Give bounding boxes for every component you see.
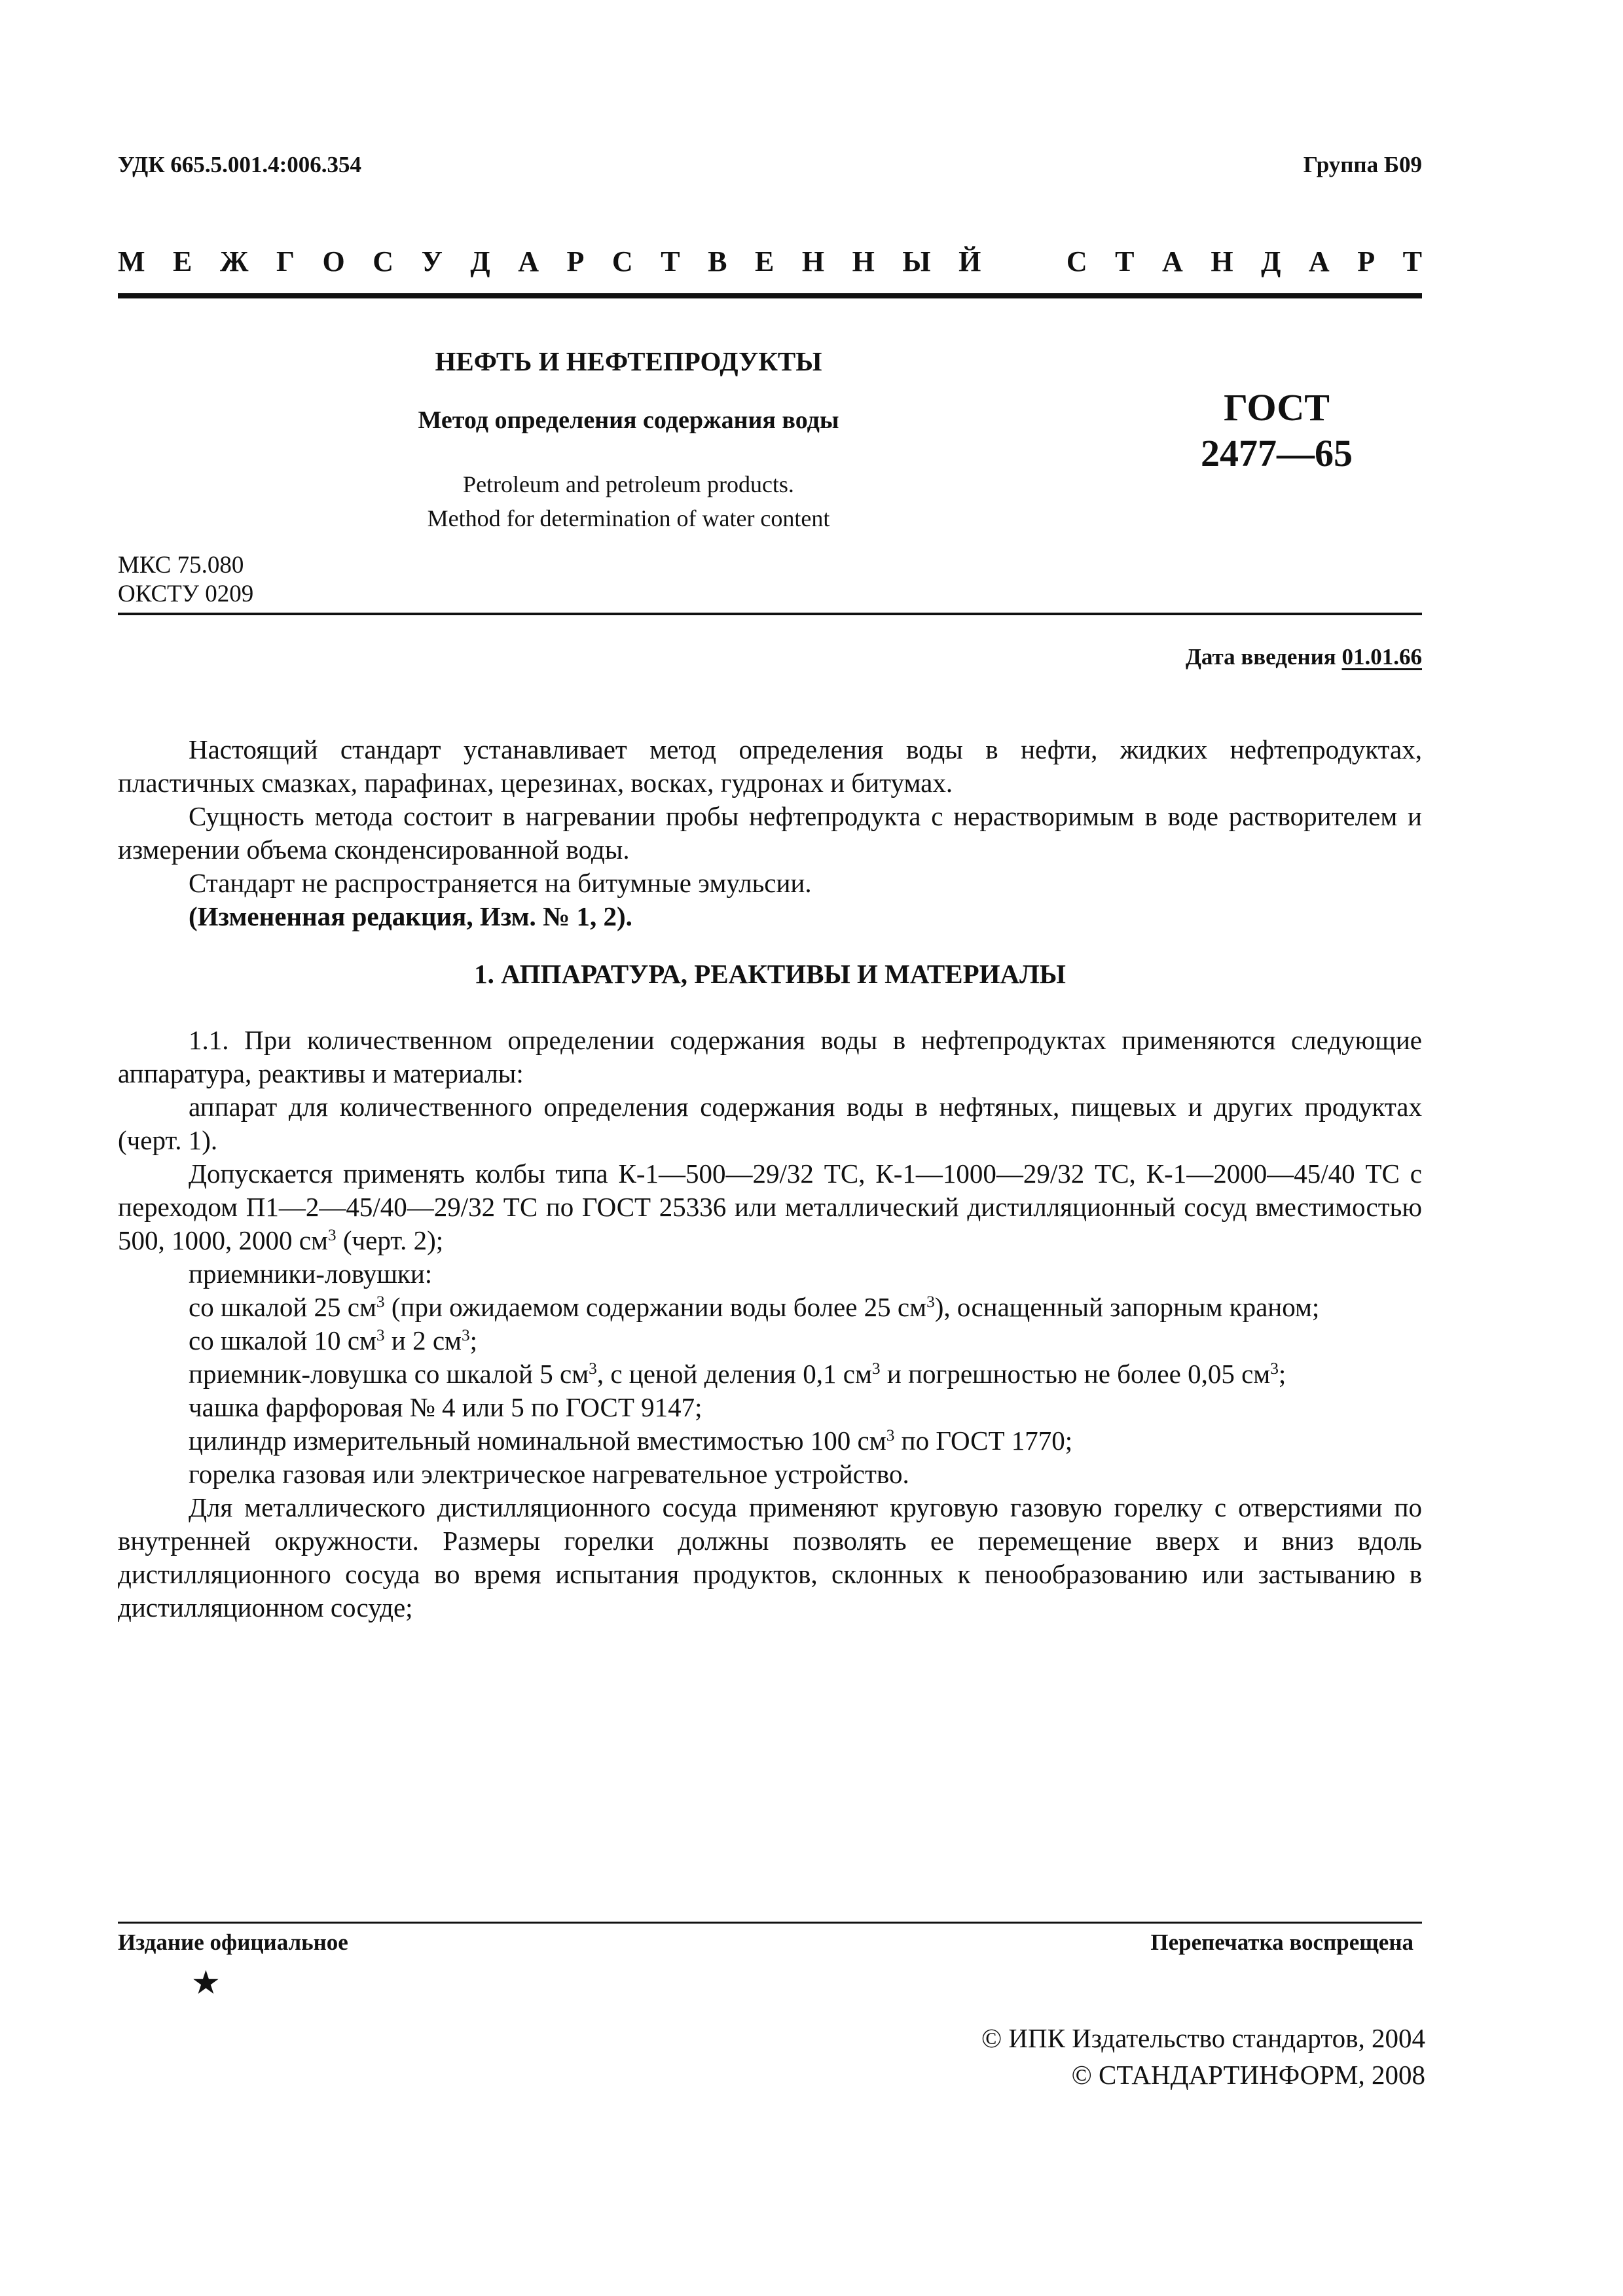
paragraph-scale-25: со шкалой 25 $см^3$ (при ожидаемом содержании воды более 25 $см^3$), оснащенный запорным краном; (189, 1292, 1320, 1322)
section-title: 1. АППАРАТУРА, РЕАКТИВЫ И МАТЕРИАЛЫ (474, 959, 1066, 989)
udk-code: УДК 665.5.001.4:006.354 (118, 152, 362, 177)
intro-paragraph: Настоящий стандарт устанавливает метод определения воды в нефти, жидких нефтепродуктах, пластичных смазках, парафинах, церезинах, восках, гудронах и битумах. (118, 734, 1422, 798)
title-en-line2: Method for determination of water content (427, 505, 830, 531)
mks-code: МКС 75.080 (118, 552, 244, 579)
classification-codes (118, 551, 253, 609)
title-main: НЕФТЬ И НЕФТЕПРОДУКТЫ (435, 346, 822, 376)
footer-rule (118, 1922, 1422, 1924)
paragraph-scale-10: со шкалой 10 $см^3$ и 2 $см^3$; (189, 1325, 478, 1355)
paragraph-flasks: Допускается применять колбы типа К-1—500—29/32 ТС, К-1—1000—29/32 ТС, К-1—2000—45/40 ТС с переходом П1—2—45/40—29/32 ТС по ГОСТ 25336 или металлический дистилляционный сосуд вместимостью 500, 1000, 2000 $см^3$ (черт. 2); (118, 1158, 1422, 1255)
paragraph-dish: чашка фарфоровая № 4 или 5 по ГОСТ 9147; (189, 1392, 702, 1422)
official-edition: Издание официальное (118, 1929, 348, 1955)
introduction-date (1186, 644, 1422, 670)
title-sub: Метод определения содержания воды (418, 406, 839, 434)
reprint-prohibited: Перепечатка воспрещена (1150, 1929, 1413, 1955)
intro-date-value: 01.01.66 (1341, 644, 1422, 670)
group-code: Группа Б09 (1303, 152, 1422, 177)
intro-paragraph: Стандарт не распространяется на битумные эмульсии. (189, 868, 812, 898)
intro-date-label: Дата введения (1185, 644, 1336, 670)
gost-designation: 2477—65 (1201, 432, 1353, 475)
intro-text (118, 733, 1422, 933)
title-rule (118, 613, 1422, 615)
paragraph-1-1: 1.1. При количественном определении содержания воды в нефтепродуктах применяются следующие аппаратура, реактивы и материалы: (118, 1025, 1422, 1088)
title-en (301, 467, 956, 535)
paragraph-ring-burner: Для металлического дистилляционного сосуда применяют круговую газовую горелку с отверстиями по внутренней окружности. Размеры горелки должны позволять ее перемещение вверх и вниз вдоль дистилляционного сосуда во время испытания продуктов, склонных к пенообразованию или застыванию в дистилляционном сосуде; (118, 1492, 1422, 1623)
okstu-code: ОКСТУ 0209 (118, 581, 254, 607)
copyright-standartinform: © СТАНДАРТИНФОРМ, 2008 (1071, 2060, 1425, 2090)
section-1-text (118, 1024, 1422, 1624)
standard-kind: М Е Ж Г О С У Д А Р С Т В Е Н Н Ы Й С Т А Н Д А Р Т (118, 245, 1422, 278)
paragraph-apparatus: аппарат для количественного определения содержания воды в нефтяных, пищевых и других продуктах (черт. 1). (118, 1092, 1422, 1155)
star-icon: ★ (191, 1964, 221, 2001)
paragraph-cylinder: цилиндр измерительный номинальной вместимостью 100 $см^3$ по ГОСТ 1770; (189, 1426, 1073, 1456)
copyright-ipk: © ИПК Издательство стандартов, 2004 (981, 2023, 1425, 2053)
top-rule (118, 293, 1422, 298)
paragraph-scale-5: приемник-ловушка со шкалой 5 $см^3$, с ценой деления 0,1 $см^3$ и погрешностью не более 0,05 $см^3$; (189, 1359, 1286, 1389)
paragraph-burner: горелка газовая или электрическое нагревательное устройство. (189, 1459, 909, 1489)
intro-paragraph: Сущность метода состоит в нагревании пробы нефтепродукта с нерастворимым в воде растворителем и измерении объема сконденсированной воды. (118, 801, 1422, 865)
gost-number (1133, 385, 1421, 476)
copyright-block (981, 2020, 1425, 2093)
title-en-line1: Petroleum and petroleum products. (463, 471, 794, 497)
amendment-note: (Измененная редакция, Изм. № 1, 2). (189, 901, 632, 931)
paragraph-traps: приемники-ловушки: (189, 1259, 433, 1289)
gost-label: ГОСТ (1224, 386, 1330, 429)
